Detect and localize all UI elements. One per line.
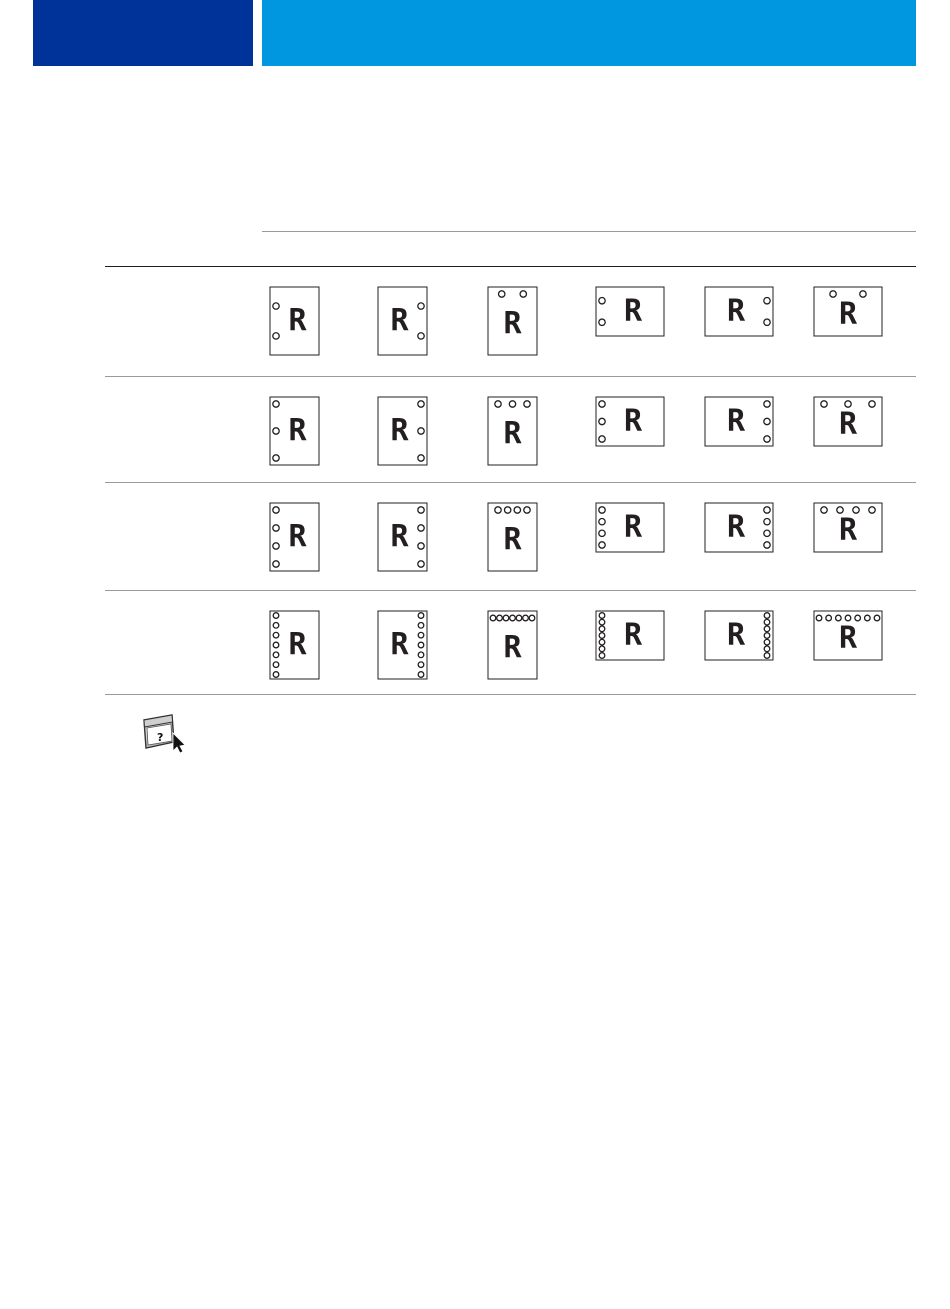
punch-hole [418, 428, 424, 434]
punch-hole [764, 613, 770, 619]
page-letter: R [503, 306, 522, 341]
punch-hole [273, 652, 279, 658]
punch-hole [273, 455, 279, 461]
punch-hole [499, 291, 505, 297]
punch-hole [764, 633, 770, 639]
punch-hole [418, 642, 424, 648]
page-letter: R [288, 519, 307, 554]
punch-hole [273, 303, 279, 309]
punch-hole [764, 639, 770, 645]
punch-hole [599, 507, 605, 513]
punch-hole [816, 615, 822, 621]
punch-hole [821, 507, 827, 513]
page-letter: R [623, 509, 643, 545]
punch-hole [418, 507, 424, 513]
punch-hole [418, 662, 424, 668]
punch-hole [497, 615, 503, 621]
svg-text:?: ? [157, 731, 164, 744]
punch-hole [764, 298, 770, 304]
punch-hole [826, 615, 832, 621]
punch-hole [865, 615, 871, 621]
punch-hole [869, 401, 875, 407]
page-letter: R [726, 403, 746, 439]
punch-hole [599, 619, 605, 625]
punch-hole [418, 672, 424, 678]
page-letter: R [503, 630, 522, 665]
punch-hole [273, 333, 279, 339]
page-letter: R [503, 522, 522, 557]
page-letter: R [390, 413, 409, 448]
punch-hole [273, 561, 279, 567]
punch-hole [273, 632, 279, 638]
punch-hole [764, 646, 770, 652]
page-letter: R [838, 406, 858, 442]
punch-hole [599, 436, 605, 442]
page-letter: R [838, 296, 858, 332]
punch-hole [830, 291, 836, 297]
punch-hole [514, 507, 520, 513]
punch-hole [764, 319, 770, 325]
punch-hole [516, 615, 522, 621]
page-letter: R [288, 303, 307, 338]
punch-hole [495, 507, 501, 513]
punch-hole [599, 319, 605, 325]
punch-hole [764, 507, 770, 513]
punch-hole [599, 530, 605, 536]
punch-hole [821, 401, 827, 407]
punch-hole [764, 530, 770, 536]
punch-hole [273, 525, 279, 531]
punch-hole [524, 401, 530, 407]
punch-hole [764, 626, 770, 632]
page-letter: R [838, 620, 858, 656]
punch-hole [520, 291, 526, 297]
punch-hole [418, 613, 424, 619]
punch-hole [418, 543, 424, 549]
punch-hole [764, 619, 770, 625]
punch-hole [273, 642, 279, 648]
page-letter: R [390, 519, 409, 554]
punch-hole [524, 507, 530, 513]
punch-hole [504, 507, 510, 513]
punch-hole [418, 652, 424, 658]
page-letter: R [726, 617, 746, 653]
punch-hole [764, 436, 770, 442]
punch-hole [503, 615, 509, 621]
punch-hole [273, 662, 279, 668]
punch-hole [490, 615, 496, 621]
punch-hole [764, 518, 770, 524]
page-letter: R [390, 303, 409, 338]
page-letter: R [503, 416, 522, 451]
punch-hole [599, 633, 605, 639]
punch-hole [509, 401, 515, 407]
punch-hole [599, 613, 605, 619]
punch-hole [523, 615, 529, 621]
punch-hole [599, 401, 605, 407]
punch-hole [418, 333, 424, 339]
page-letter: R [726, 509, 746, 545]
page-letter: R [390, 627, 409, 662]
punch-hole [273, 613, 279, 619]
punch-hole [599, 298, 605, 304]
page-letter: R [288, 413, 307, 448]
punch-hole [418, 401, 424, 407]
help-icon[interactable] [138, 714, 190, 754]
punch-hole [599, 653, 605, 659]
punch-hole [418, 525, 424, 531]
punch-hole [273, 401, 279, 407]
punch-hole [273, 507, 279, 513]
page-letter: R [288, 627, 307, 662]
punch-hole [764, 418, 770, 424]
punch-hole [860, 291, 866, 297]
page-letter: R [726, 293, 746, 329]
punch-hole [599, 418, 605, 424]
punch-hole [599, 626, 605, 632]
page-letter: R [838, 512, 858, 548]
punch-hole [599, 542, 605, 548]
punch-hole [764, 401, 770, 407]
punch-hole [273, 543, 279, 549]
punch-hole [599, 646, 605, 652]
punch-hole [764, 653, 770, 659]
punch-hole [529, 615, 535, 621]
punch-hole [418, 561, 424, 567]
punch-hole [273, 623, 279, 629]
punch-hole [510, 615, 516, 621]
page-letter: R [623, 293, 643, 329]
page-letter: R [623, 403, 643, 439]
punch-hole [495, 401, 501, 407]
page-letter: R [623, 617, 643, 653]
punch-hole [869, 507, 875, 513]
punch-hole [418, 303, 424, 309]
punch-hole [418, 623, 424, 629]
punch-hole [599, 639, 605, 645]
punch-hole [273, 428, 279, 434]
punch-hole [418, 455, 424, 461]
punch-hole [874, 615, 880, 621]
punch-hole [418, 632, 424, 638]
punch-hole [273, 672, 279, 678]
punch-hole [764, 542, 770, 548]
punch-hole [599, 518, 605, 524]
